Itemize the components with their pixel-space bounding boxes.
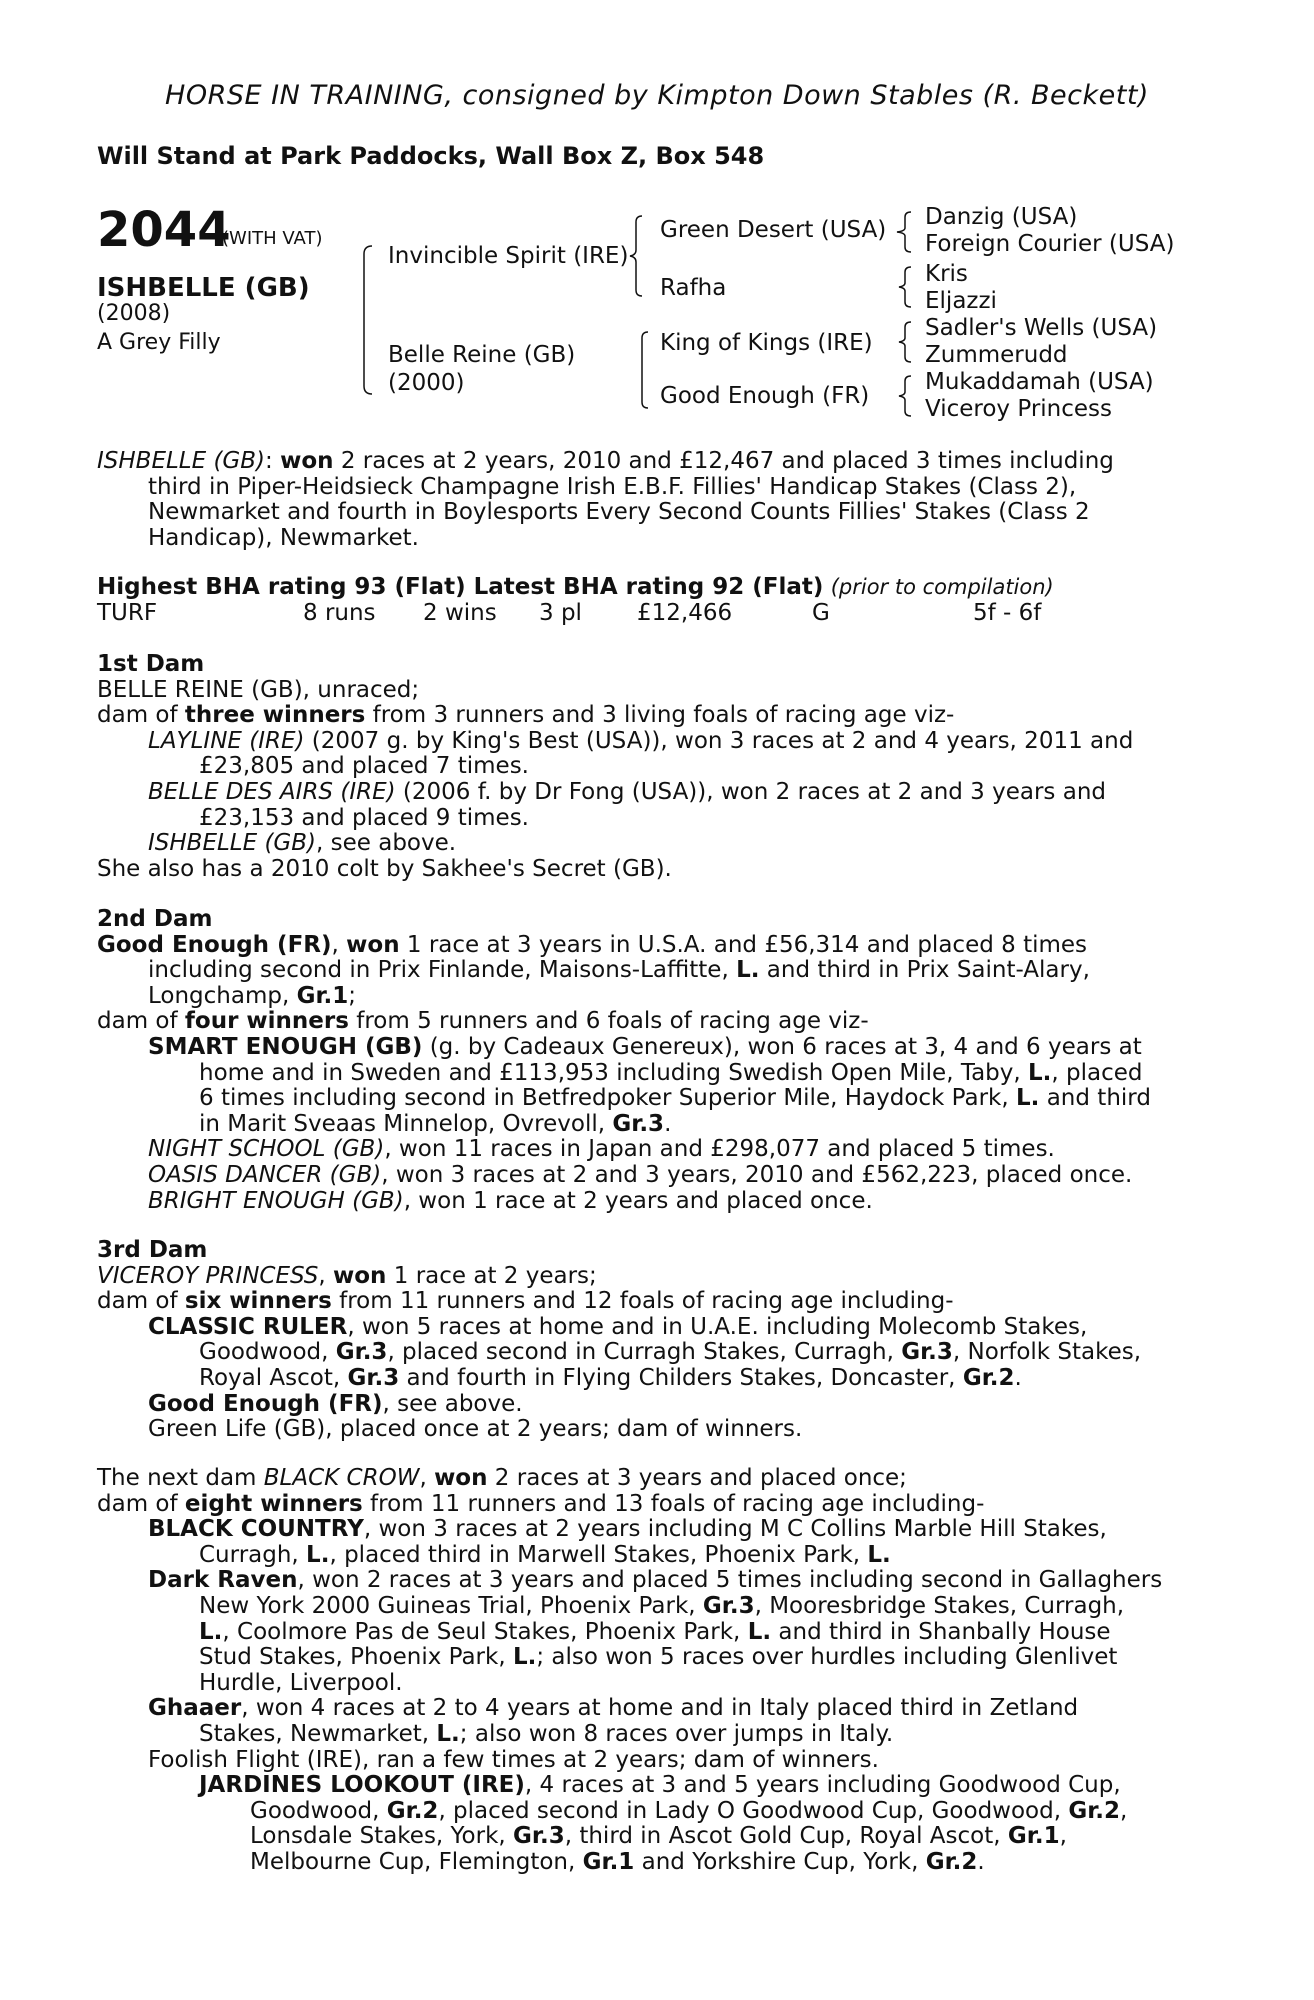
turf-stats: TURF 8 runs 2 wins 3 pl £12,466 G 5f - 6f bbox=[97, 600, 1042, 626]
vat-note: (WITH VAT) bbox=[222, 228, 323, 249]
pedigree-sire-sire: Green Desert (USA) bbox=[660, 217, 887, 243]
second-dam-section: 2nd Dam Good Enough (FR), won 1 race at 3 years in U.S.A. and £56,314 and placed 8 times including second in Prix Finlande, Maisons-Laffitte, L. and third in Prix Saint-Alary, Longchamp, Gr.1; dam of four winners from 5 runners and 6 foals of racing age viz- SMART ENOUGH (GB) (g. by Cadeaux Genereux), won 6 races at 3, 4 and 6 years at home and in Sweden and £113,953 including Swedish Open Mile, Taby, L., placed 6 times including second in Betfredpoker Superior Mile, Haydock Park, L. and third in Marit Sveaas Minnelop, Ovrevoll, Gr.3. NIGHT SCHOOL (GB), won 11 races in Japan and £298,077 and placed 5 times. OASIS DANCER (GB), won 3 races at 2 and 3 years, 2010 and £562,223, placed once. BRIGHT ENOUGH (GB), won 1 race at 2 years and placed once. bbox=[97, 907, 1203, 1214]
second-dam-heading: 2nd Dam bbox=[97, 906, 213, 932]
pedigree-dam-sire: King of Kings (IRE) bbox=[660, 330, 873, 356]
pedigree-ddd: Viceroy Princess bbox=[925, 396, 1113, 422]
lot-number: 2044 bbox=[97, 202, 231, 258]
pedigree-dam: Belle Reine (GB) bbox=[388, 342, 576, 368]
third-dam-section: 3rd Dam VICEROY PRINCESS, won 1 race at 2 years; dam of six winners from 11 runners and 12 foals of racing age including- CLASSIC RULER, won 5 races at home and in U.A.E. including Molecomb Stakes, Goodwood, Gr.3, placed second in Curragh Stakes, Curragh, Gr.3, Norfolk Stakes, Royal Ascot, Gr.3 and fourth in Flying Childers Stakes, Doncaster, Gr.2. Good Enough (FR), see above. Green Life (GB), placed once at 2 years; dam of winners. bbox=[97, 1238, 1203, 1443]
bracket-gen1 bbox=[360, 244, 374, 396]
fourth-dam-section: The next dam BLACK CROW, won 2 races at 3 years and placed once; dam of eight winners from 11 runners and 13 foals of racing age including- BLACK COUNTRY, won 3 races at 2 years including M C Collins Marble Hill Stakes, Curragh, L., placed third in Marwell Stakes, Phoenix Park, L. Dark Raven, won 2 races at 3 years and placed 5 times including second in Gallaghers New York 2000 Guineas Trial, Phoenix Park, Gr.3, Mooresbridge Stakes, Curragh, L., Coolmore Pas de Seul Stakes, Phoenix Park, L. and third in Shanbally House Stud Stakes, Phoenix Park, L.; also won 5 races over hurdles including Glenlivet Hurdle, Liverpool. Ghaaer, won 4 races at 2 to 4 years at home and in Italy placed third in Zetland Stakes, Newmarket, L.; also won 8 races over jumps in Italy. Foolish Flight (IRE), ran a few times at 2 years; dam of winners. JARDINES LOOKOUT (IRE), 4 races at 3 and 5 years including Goodwood Cup, Goodwood, Gr.2, placed second in Lady O Goodwood Cup, Goodwood, Gr.2, Lonsdale Stakes, York, Gr.3, third in Ascot Gold Cup, Royal Ascot, Gr.1, Melbourne Cup, Flemington, Gr.1 and Yorkshire Cup, York, Gr.2. bbox=[97, 1465, 1163, 1875]
bracket-sd bbox=[897, 265, 913, 309]
bracket-dd bbox=[897, 374, 913, 418]
horse-year: (2008) bbox=[97, 301, 171, 326]
first-dam-heading: 1st Dam bbox=[97, 651, 205, 677]
page-header: HORSE IN TRAINING, consigned by Kimpton Down Stables (R. Beckett) bbox=[165, 80, 1149, 111]
pedigree-dam-dam: Good Enough (FR) bbox=[660, 383, 870, 409]
pedigree-sss: Danzig (USA) bbox=[925, 204, 1078, 230]
pedigree-ssd: Foreign Courier (USA) bbox=[925, 231, 1175, 257]
pedigree-dss: Sadler's Wells (USA) bbox=[925, 315, 1158, 341]
pedigree-dam-year: (2000) bbox=[388, 370, 465, 396]
pedigree-dds: Mukaddamah (USA) bbox=[925, 369, 1154, 395]
pedigree-dsd: Zummerudd bbox=[925, 342, 1068, 368]
pedigree-sire: Invincible Spirit (IRE) bbox=[388, 243, 629, 269]
third-dam-heading: 3rd Dam bbox=[97, 1237, 208, 1263]
pedigree-sds: Kris bbox=[925, 261, 968, 287]
bracket-dam bbox=[636, 330, 650, 410]
bracket-sire bbox=[628, 214, 646, 298]
record-won: won bbox=[280, 448, 334, 474]
horse-name: ISHBELLE (GB) bbox=[97, 273, 310, 303]
race-record: ISHBELLE (GB): won 2 races at 2 years, 2010 and £12,467 and placed 3 times including third in Piper-Heidsieck Champagne Irish E.B.F. Fillies' Handicap Stakes (Class 2), Newmarket and fourth in Boylesports Every Second Counts Fillies' Stakes (Class 2 Handicap), Newmarket. bbox=[97, 448, 1114, 551]
first-dam-section: 1st Dam BELLE REINE (GB), unraced; dam of three winners from 3 runners and 3 living foals of racing age viz- LAYLINE (IRE) (2007 g. by King's Best (USA)), won 3 races at 2 and 4 years, 2011 and £23,805 and placed 7 times. BELLE DES AIRS (IRE) (2006 f. by Dr Fong (USA)), won 2 races at 2 and 3 years and £23,153 and placed 9 times. ISHBELLE (GB), see above. She also has a 2010 colt by Sakhee's Secret (GB). bbox=[97, 652, 1203, 882]
pedigree-sire-dam: Rafha bbox=[660, 275, 727, 301]
pedigree-sdd: Eljazzi bbox=[925, 288, 997, 314]
horse-description: A Grey Filly bbox=[97, 330, 221, 355]
record-horse-name: ISHBELLE (GB) bbox=[97, 448, 266, 474]
stand-location: Will Stand at Park Paddocks, Wall Box Z, Box 548 bbox=[97, 142, 765, 170]
bha-rating: Highest BHA rating 93 (Flat) Latest BHA rating 92 (Flat) (prior to compilation) bbox=[97, 574, 1054, 600]
bracket-ds bbox=[897, 320, 913, 364]
bracket-ss bbox=[893, 210, 913, 254]
